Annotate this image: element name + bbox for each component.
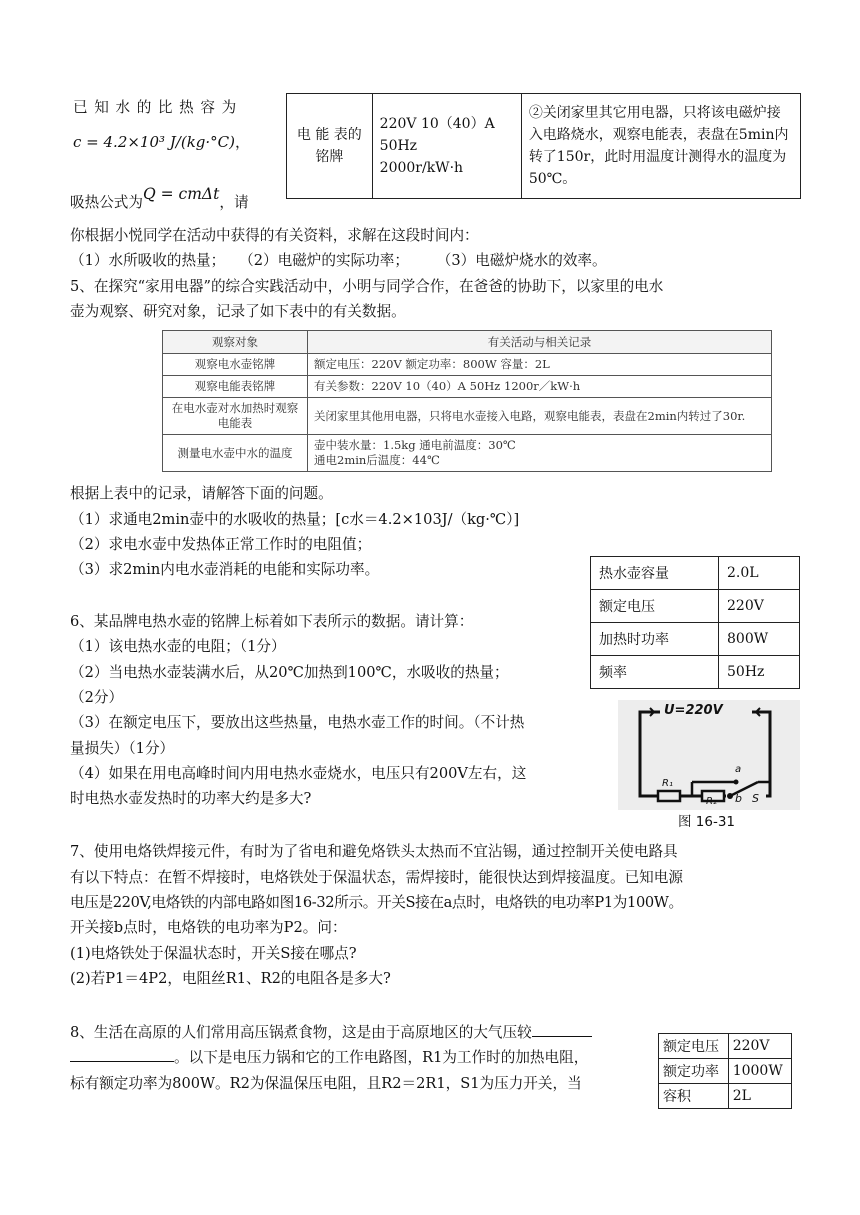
header-object: 观察对象 <box>163 331 308 354</box>
table-row <box>163 398 772 435</box>
table-row <box>163 354 772 376</box>
q6-q2a: （2）当电热水壶装满水后，从20℃加热到100℃，水吸收的热量； <box>70 664 509 681</box>
r2-label: R₂ <box>706 796 717 807</box>
meter-label: 电 能 表的铭牌 <box>287 94 373 199</box>
heat-formula-prefix: 吸热公式为 <box>70 194 143 211</box>
q8-text-2: 。以下是电压力锅和它的工作电路图，R1为工作时的加热电阻， <box>174 1049 589 1066</box>
spec-key: 额定电压 <box>591 590 719 623</box>
q5-after: 根据上表中的记录，请解答下面的问题。 <box>70 485 333 502</box>
intro-line-5: （1）水所吸收的热量； （2）电磁炉的实际功率； （3）电磁炉烧水的效率。 <box>70 252 607 269</box>
figure-caption: 图 16-31 <box>678 814 736 830</box>
q6-q3a: （3）在额定电压下，要放出这些热量，电热水壶工作的时间。（不计热 <box>70 714 525 731</box>
intro-line-4: 你根据小悦同学在活动中获得的有关资料，求解在这段时间内： <box>70 227 479 244</box>
row-object: 在电水壶对水加热时观察电能表 <box>163 398 308 435</box>
point-b-label: b <box>735 792 742 805</box>
q8-line-2 <box>70 1046 588 1070</box>
intro-line-3 <box>70 185 249 215</box>
q6-q3b: 量损失）（1分） <box>70 740 175 757</box>
table-row <box>163 376 772 398</box>
table-row <box>659 1084 792 1109</box>
row-object: 观察电能表铭牌 <box>163 376 308 398</box>
q6-q1: （1）该电热水壶的电阻；（1分） <box>70 638 286 655</box>
table-row <box>163 435 772 472</box>
row-record: 有关参数：220V 10（40）A 50Hz 1200r／kW·h <box>308 376 772 398</box>
q6-q2b: （2分） <box>70 689 124 706</box>
kettle-spec-table <box>590 556 800 689</box>
intro-line-1: 已 知 水 的 比 热 容 为 <box>73 99 238 116</box>
spec-value: 220V <box>728 1034 791 1059</box>
formula-q: Q = cmΔt <box>142 185 220 203</box>
q7-line-3: 电压是220V,电烙铁的内部电路如图16-32所示。开关S接在a点时，电烙铁的电功率P1为100W。 <box>70 894 683 911</box>
spec-value: 2.0L <box>719 557 800 590</box>
spec-key: 容积 <box>659 1084 729 1109</box>
row-record: 壶中装水量：1.5kg 通电前温度：30℃ 通电2min后温度：44℃ <box>308 435 772 472</box>
pressure-cooker-table <box>658 1033 792 1109</box>
row-object: 观察电水壶铭牌 <box>163 354 308 376</box>
heat-formula-suffix: ，请 <box>219 194 249 211</box>
q6-q4b: 时电热水壶发热时的功率大约是多大? <box>70 790 312 807</box>
meter-table <box>286 93 801 199</box>
answer-blank[interactable] <box>532 1021 592 1037</box>
q5-q3: （3）求2min内电水壶消耗的电能和实际功率。 <box>70 561 380 578</box>
table-row <box>591 590 800 623</box>
q7-line-2: 有以下特点：在暂不焊接时，电烙铁处于保温状态，需焊接时，能很快达到焊接温度。已知电源 <box>70 869 683 886</box>
meter-note: ②关闭家里其它用电器，只将该电磁炉接入电路烧水，观察电能表，表盘在5min内转了150r，此时用温度计测得水的温度为50℃。 <box>521 94 800 199</box>
meter-spec <box>372 94 521 199</box>
spec-key: 额定功率 <box>659 1059 729 1084</box>
table-row <box>591 656 800 689</box>
comma: ， <box>235 133 251 151</box>
table-row <box>591 623 800 656</box>
specific-heat-formula <box>73 130 250 154</box>
q6-line-1: 6、某品牌电热水壶的铭牌上标着如下表所示的数据。请计算： <box>70 613 474 630</box>
q5-q1: （1）求通电2min壶中的水吸收的热量；[c水＝4.2×103J/（kg·℃）] <box>70 511 520 528</box>
spec-key: 频率 <box>591 656 719 689</box>
q5-line-2: 壶为观察、研究对象，记录了如下表中的有关数据。 <box>70 303 406 320</box>
q7-line-1: 7、使用电烙铁焊接元件，有时为了省电和避免烙铁头太热而不宜沾锡，通过控制开关使电路具 <box>70 843 678 860</box>
spec-value: 2L <box>728 1084 791 1109</box>
kettle-record-table <box>162 330 772 472</box>
spec-key: 热水壶容量 <box>591 557 719 590</box>
q8-text-1: 8、生活在高原的人们常用高压锅煮食物，这是由于高原地区的大气压较 <box>70 1024 532 1041</box>
meter-spec-1: 220V 10（40）A <box>379 116 495 132</box>
q7-q1: (1)电烙铁处于保温状态时，开关S接在哪点? <box>70 945 357 962</box>
table-row <box>591 557 800 590</box>
q5-q2: （2）求电水壶中发热体正常工作时的电阻值； <box>70 536 372 553</box>
spec-value: 800W <box>719 623 800 656</box>
spec-key: 额定电压 <box>659 1034 729 1059</box>
q8-line-1 <box>70 1021 592 1045</box>
q6-q4a: （4）如果在用电高峰时间内用电热水壶烧水，电压只有200V左右，这 <box>70 765 527 782</box>
spec-value: 220V <box>719 590 800 623</box>
spec-value: 50Hz <box>719 656 800 689</box>
circuit-diagram <box>618 700 800 810</box>
meter-spec-3: 2000r/kW·h <box>379 160 464 176</box>
table-row <box>659 1034 792 1059</box>
row-record: 额定电压：220V 额定功率：800W 容量：2L <box>308 354 772 376</box>
row-record: 关闭家里其他用电器，只将电水壶接入电路，观察电能表，表盘在2min内转过了30r. <box>308 398 772 435</box>
spec-key: 加热时功率 <box>591 623 719 656</box>
q7-q2: (2)若P1＝4P2，电阻丝R1、R2的电阻各是多大? <box>70 970 391 987</box>
meter-spec-2: 50Hz <box>379 138 418 154</box>
q7-line-4: 开关接b点时，电烙铁的电功率为P2。问： <box>70 919 347 936</box>
header-record: 有关活动与相关记录 <box>308 331 772 354</box>
point-a-label: a <box>735 764 742 775</box>
table-header-row <box>163 331 772 354</box>
spec-value: 1000W <box>728 1059 791 1084</box>
answer-blank-continued[interactable] <box>70 1046 174 1062</box>
table-row <box>659 1059 792 1084</box>
r1-label: R₁ <box>662 778 673 789</box>
switch-s-label: S <box>752 792 759 805</box>
row-object: 测量电水壶中水的温度 <box>163 435 308 472</box>
q5-line-1: 5、在探究“家用电器”的综合实践活动中，小明与同学合作，在爸爸的协助下，以家里的电水 <box>70 278 664 295</box>
formula-c: c = 4.2×10³ J/(kg·°C) <box>73 133 236 151</box>
circuit-voltage-label: U=220V <box>664 703 723 718</box>
q8-line-3: 标有额定功率为800W。R2为保温保压电阻，且R2＝2R1，S1为压力开关，当 <box>70 1075 582 1092</box>
